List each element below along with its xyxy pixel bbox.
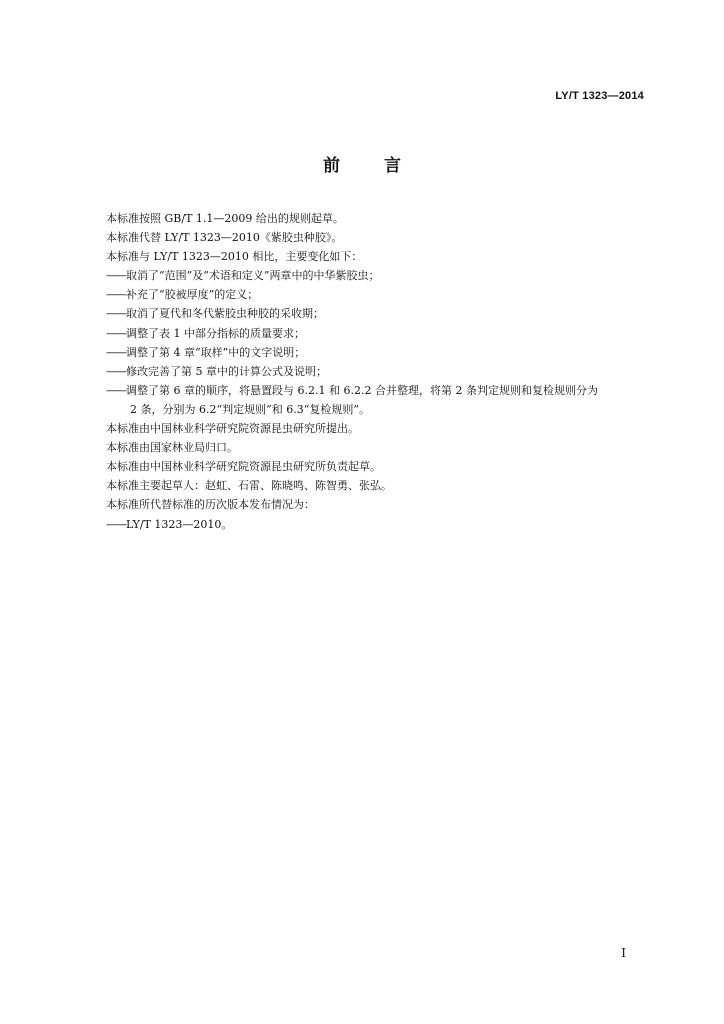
text-line: 本标准与 LY/T 1323—2010 相比，主要变化如下： [106, 250, 363, 264]
standard-code: LY/T 1323—2014 [555, 90, 644, 102]
text-line: 本标准按照 GB/T 1.1—2009 给出的规则起草。 [106, 212, 344, 225]
foreword-body [106, 209, 646, 534]
change-list-item-continuation: 2 条，分别为 6.2“判定规则”和 6.3“复检规则”。 [130, 402, 370, 416]
title-part-2: 言 [384, 156, 401, 176]
title-part-1: 前 [323, 156, 340, 176]
change-list-item: —— 调整了表 1 中部分指标的质量要求； [106, 324, 646, 343]
change-list-item: —— 取消了夏代和冬代紫胶虫种胶的采收期； [106, 304, 646, 323]
change-list-item: —— 调整了第 6 章的顺序，将悬置段与 6.2.1 和 6.2.2 合并整理，将第 2 条判定规则和复检规则分为 [106, 381, 646, 400]
change-list-item: —— 修改完善了第 5 章中的计算公式及说明； [106, 362, 646, 381]
page-number: I [621, 946, 626, 960]
text-line: 本标准由中国林业科学研究院资源昆虫研究所提出。 [106, 422, 359, 436]
text-line: 本标准所代替标准的历次版本发布情况为： [106, 498, 315, 512]
change-list-item: —— 补充了“胶被厚度”的定义； [106, 285, 646, 304]
page-title [0, 151, 724, 176]
change-list-item: —— 取消了“范围”及“术语和定义”两章中的中华紫胶虫； [106, 266, 646, 285]
text-line: 本标准主要起草人：赵虹、石雷、陈晓鸣、陈智勇、张弘。 [106, 479, 392, 493]
history-list-item: —— LY/T 1323—2010。 [106, 515, 646, 534]
text-line: 本标准由国家林业局归口。 [106, 441, 238, 455]
change-list-item: —— 调整了第 4 章“取样”中的文字说明； [106, 343, 646, 362]
text-line: 本标准代替 LY/T 1323—2010《紫胶虫种胶》。 [106, 231, 343, 245]
text-line: 本标准由中国林业科学研究院资源昆虫研究所负责起草。 [106, 460, 381, 474]
